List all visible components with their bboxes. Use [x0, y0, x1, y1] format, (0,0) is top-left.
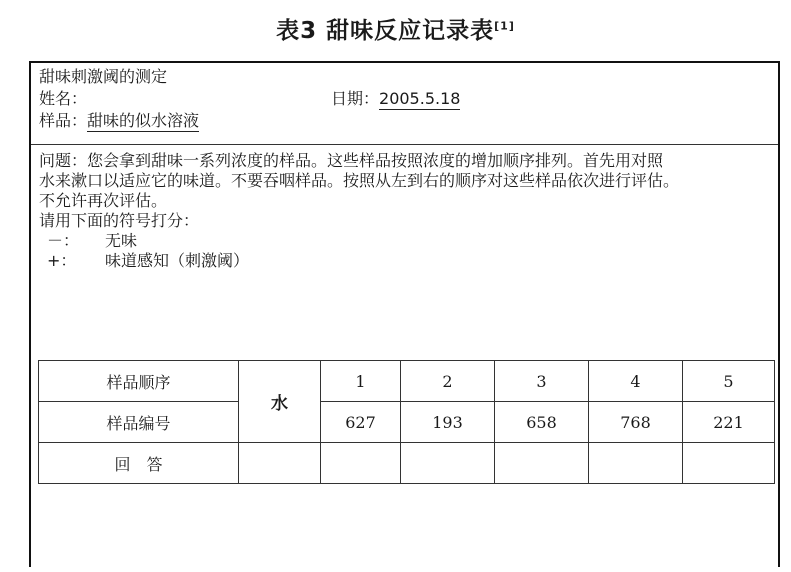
sample-value: 甜味的似水溶液 — [87, 111, 200, 130]
symbol-meaning: 无味 — [105, 231, 138, 250]
row-label-code: 样品编号 — [39, 402, 239, 443]
test-name: 甜味刺激阈的测定 — [39, 67, 168, 86]
date-label: 日期： — [331, 89, 380, 108]
order-cell: 5 — [683, 361, 775, 402]
instruction-line: 水来漱口以适应它的味道。不要吞咽样品。按照从左到右的顺序对这些样品依次进行评估。 — [39, 171, 680, 190]
answer-cell[interactable] — [589, 443, 683, 484]
instruction-line: 不允许再次评估。 — [39, 191, 168, 210]
answer-cell-water[interactable] — [239, 443, 321, 484]
instructions — [39, 151, 774, 271]
table-row — [39, 361, 775, 402]
answer-cell[interactable] — [321, 443, 401, 484]
code-cell: 768 — [589, 402, 683, 443]
code-cell: 658 — [495, 402, 589, 443]
code-cell: 193 — [401, 402, 495, 443]
sample-field — [39, 111, 199, 131]
order-cell: 2 — [401, 361, 495, 402]
symbol-meaning: 味道感知（刺激阈） — [105, 251, 250, 270]
symbol-row-plus — [39, 251, 774, 271]
symbol: +： — [47, 251, 77, 270]
row-label-order: 样品顺序 — [39, 361, 239, 402]
symbol: －： — [47, 231, 80, 250]
record-form — [29, 61, 780, 567]
name-label: 姓名： — [39, 89, 88, 108]
order-cell: 1 — [321, 361, 401, 402]
scoring-intro: 请用下面的符号打分： — [39, 211, 200, 230]
title-reference: [1] — [494, 19, 515, 33]
row-label-answer: 回 答 — [39, 443, 239, 484]
title-text: 表3 甜味反应记录表 — [276, 18, 495, 44]
table-row — [39, 402, 775, 443]
table-row — [39, 443, 775, 484]
code-cell: 221 — [683, 402, 775, 443]
water-cell: 水 — [239, 361, 321, 443]
order-cell: 4 — [589, 361, 683, 402]
answer-cell[interactable] — [401, 443, 495, 484]
order-cell: 3 — [495, 361, 589, 402]
answer-cell[interactable] — [683, 443, 775, 484]
answer-cell[interactable] — [495, 443, 589, 484]
date-field — [331, 89, 460, 109]
sample-label: 样品： — [39, 111, 88, 130]
code-cell: 627 — [321, 402, 401, 443]
form-header — [31, 63, 778, 145]
date-value: 2005.5.18 — [379, 89, 461, 108]
page-title — [0, 12, 791, 45]
symbol-row-minus — [39, 231, 774, 251]
instruction-line: 问题：您会拿到甜味一系列浓度的样品。这些样品按照浓度的增加顺序排列。首先用对照 — [39, 151, 664, 170]
response-table — [38, 360, 775, 484]
